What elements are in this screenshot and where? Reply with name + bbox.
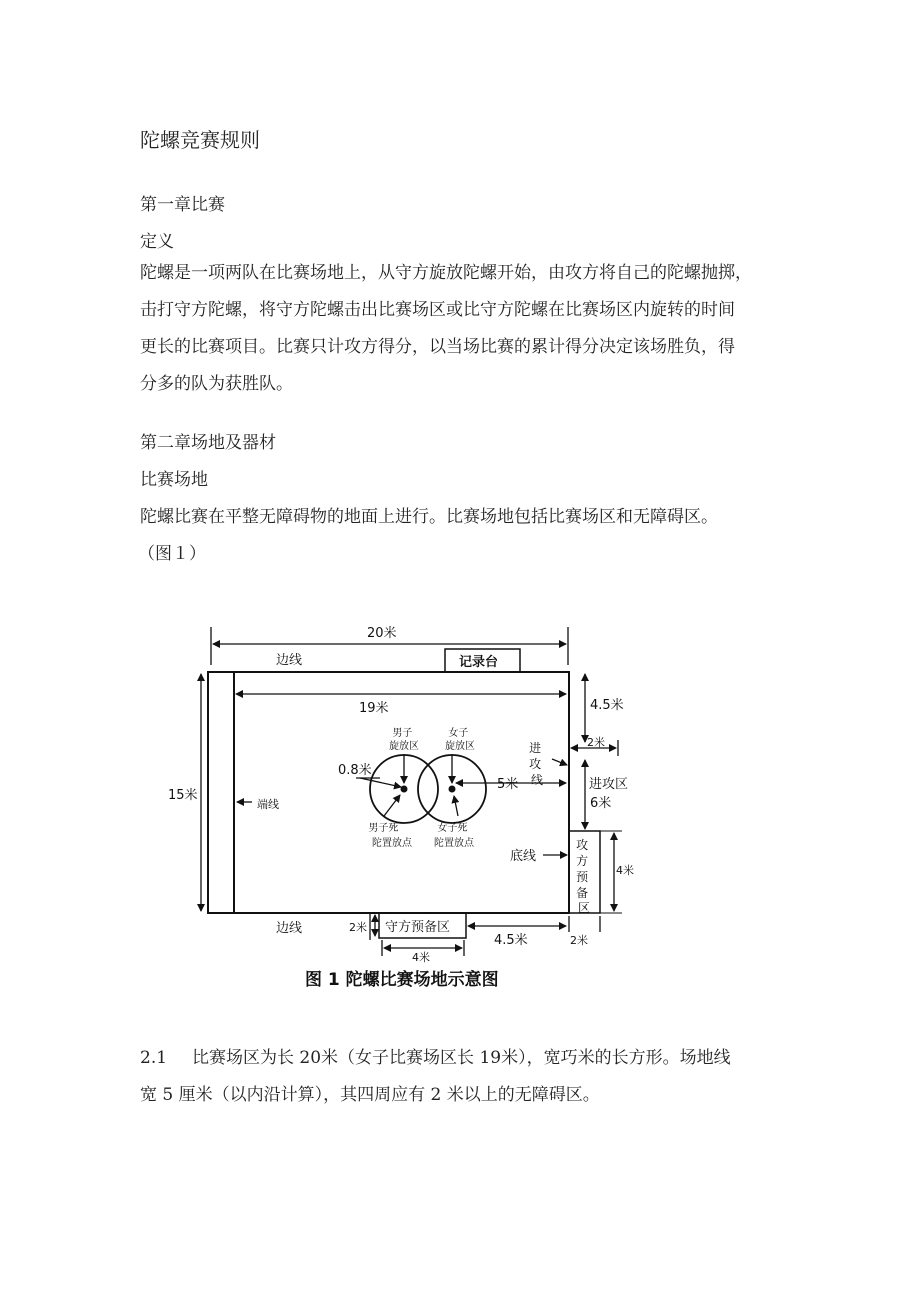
rule-2-1 bbox=[140, 1040, 790, 1114]
label-20m: 20米 bbox=[367, 626, 397, 641]
rule-line-2: 宽 5 厘米（以内沿计算），其四周应有 2 米以上的无障碍区。 bbox=[140, 1085, 600, 1105]
label-2m-bottom: 2米 bbox=[349, 921, 367, 934]
chapter1-heading: 第一章比赛 bbox=[140, 195, 225, 215]
label-0-8m: 0.8米 bbox=[338, 763, 372, 778]
label-baseline: 底线 bbox=[510, 849, 537, 864]
label-4m-bottom: 4米 bbox=[412, 951, 430, 964]
female-dead-top-point bbox=[449, 786, 456, 793]
paragraph-line: 击打守方陀螺，将守方陀螺击出比赛场区或比守方陀螺在比赛场区内旋转的时间 bbox=[140, 300, 735, 320]
label-attack-reserve-4: 备 bbox=[576, 886, 589, 900]
label-male-point-1: 男子死 bbox=[368, 823, 399, 834]
label-female-zone-1: 女子 bbox=[448, 728, 469, 739]
svg-text:男子死 陀置放点 bbox=[368, 822, 413, 849]
label-scorer-table: 记录台 bbox=[459, 655, 499, 670]
label-attack-zone: 进攻区 bbox=[589, 777, 629, 792]
figure-reference: （图１） bbox=[138, 544, 206, 564]
label-female-point-2: 陀置放点 bbox=[434, 838, 474, 849]
chapter2-subheading: 比赛场地 bbox=[140, 470, 208, 490]
label-sideline-bottom: 边线 bbox=[276, 921, 303, 936]
rule-number: 2.1 bbox=[140, 1048, 168, 1068]
label-15m: 15米 bbox=[168, 788, 198, 803]
rule-line-1: 比赛场区为长 20米（女子比赛场区长 19米），宽巧米的长方形。场地线 bbox=[192, 1048, 731, 1068]
chapter1-subheading: 定义 bbox=[140, 232, 174, 252]
paragraph-line: 分多的队为获胜队。 bbox=[140, 374, 293, 394]
label-attack-reserve-2: 方 bbox=[576, 854, 589, 868]
label-female-point-1: 女子死 bbox=[437, 823, 468, 834]
svg-text:女子死 陀置放点 bbox=[434, 821, 475, 849]
label-male-zone-2: 旋放区 bbox=[389, 741, 419, 752]
field-paragraph-line: 陀螺比赛在平整无障碍物的地面上进行。比赛场地包括比赛场区和无障碍区。 bbox=[140, 507, 718, 527]
label-female-zone-2: 旋放区 bbox=[445, 741, 475, 752]
label-attack-reserve-3: 预 bbox=[576, 870, 589, 884]
svg-text:女子 旋放区 bbox=[445, 726, 475, 752]
doc-title: 陀螺竞赛规则 bbox=[140, 128, 260, 152]
label-male-point-2: 陀置放点 bbox=[372, 838, 412, 849]
label-attack-line-3: 线 bbox=[530, 773, 544, 787]
male-dead-top-point bbox=[401, 786, 408, 793]
label-5m: 5米 bbox=[497, 777, 519, 792]
svg-text:进 攻 线 bbox=[529, 740, 545, 787]
label-sideline-top: 边线 bbox=[276, 653, 303, 668]
label-defense-reserve: 守方预备区 bbox=[385, 920, 451, 935]
label-male-zone-1: 男子 bbox=[392, 728, 413, 739]
label-attack-line-2: 攻 bbox=[529, 757, 542, 771]
svg-text:攻 方 预 备 bbox=[576, 838, 592, 915]
label-attack-reserve-5: 区 bbox=[577, 901, 591, 915]
figure-caption: 图 1 陀螺比赛场地示意图 bbox=[305, 970, 499, 990]
label-2m-corner: 2米 bbox=[570, 934, 588, 947]
paragraph-line: 陀螺是一项两队在比赛场地上，从守方旋放陀螺开始，由攻方将自己的陀螺抛掷， bbox=[140, 263, 752, 283]
svg-text:男子 旋放区 bbox=[389, 727, 419, 752]
dim-0-8m bbox=[360, 778, 401, 787]
label-2m-right: 2米 bbox=[587, 736, 605, 749]
label-4m-right: 4米 bbox=[616, 864, 634, 877]
label-attack-line-1: 进 bbox=[529, 741, 542, 755]
label-endline: 端线 bbox=[257, 798, 279, 811]
label-6m: 6米 bbox=[590, 796, 612, 811]
chapter2-heading: 第二章场地及器材 bbox=[140, 433, 276, 453]
label-19m: 19米 bbox=[359, 701, 389, 716]
label-4-5m-bottom: 4.5米 bbox=[494, 933, 528, 948]
label-attack-reserve-1: 攻 bbox=[576, 838, 589, 852]
label-4-5m-top: 4.5米 bbox=[590, 698, 624, 713]
paragraph-line: 更长的比赛项目。比赛只计攻方得分，以当场比赛的累计得分决定该场胜负，得 bbox=[140, 337, 735, 357]
